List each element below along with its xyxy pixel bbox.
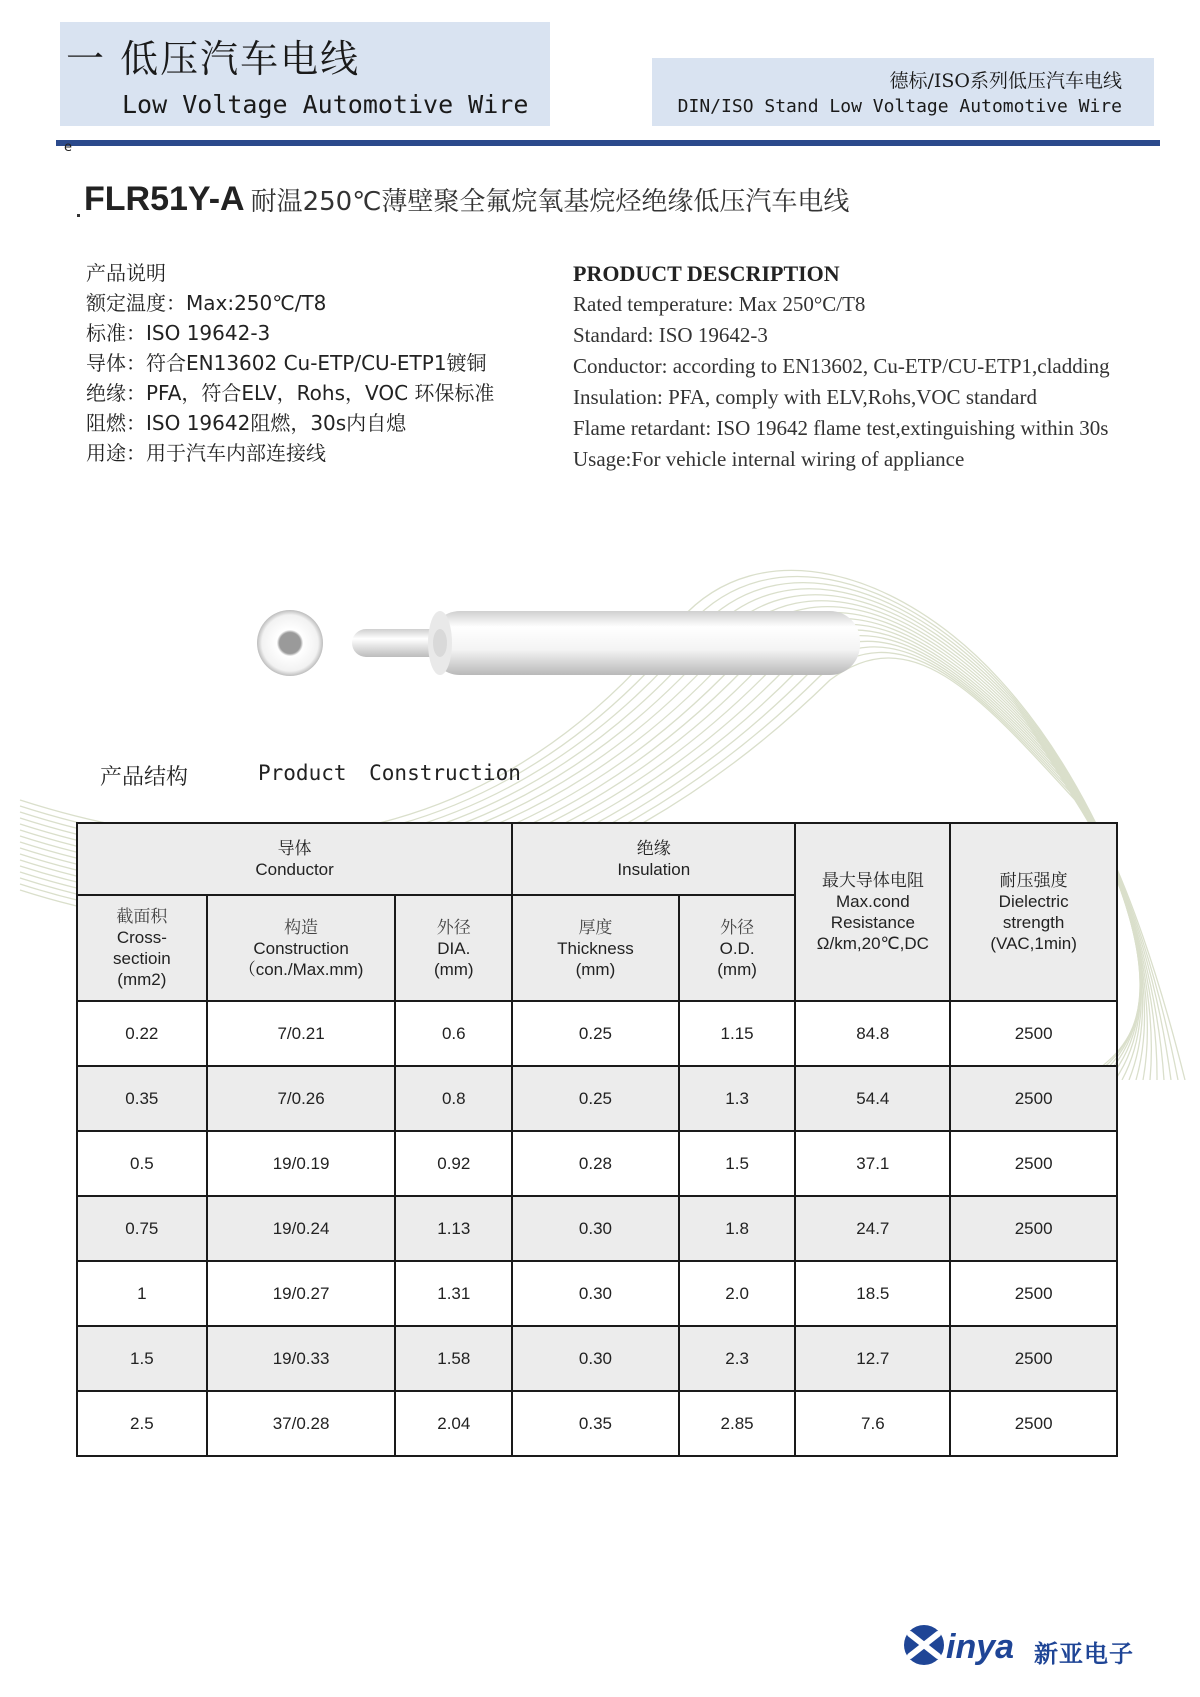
construction-title-en: Product Construction	[258, 761, 521, 785]
dia-header-line: (mm)	[433, 959, 474, 979]
conductor-dia-header	[395, 895, 512, 1001]
table-cell: 19/0.27	[207, 1261, 396, 1326]
construction-header-line: 构造	[284, 917, 319, 937]
od-header-line: 外径	[720, 917, 755, 937]
table-cell: 0.35	[512, 1391, 679, 1456]
table-cell: 2500	[950, 1261, 1117, 1326]
description-cn-line: 阻燃：ISO 19642阻燃，30s内自熄	[86, 411, 407, 435]
od-header-line: O.D.	[719, 938, 755, 958]
dia-header-line: 外径	[436, 917, 471, 937]
table-cell: 19/0.33	[207, 1326, 396, 1391]
table-cell: 0.75	[77, 1196, 207, 1261]
insulation-header-en: Insulation	[617, 860, 691, 879]
table-cell: 2500	[950, 1196, 1117, 1261]
margin-mark: e	[64, 140, 72, 155]
table-cell: 7/0.21	[207, 1001, 396, 1066]
table-cell: 0.30	[512, 1326, 679, 1391]
header-divider	[56, 140, 1160, 146]
resistance-header-line: 最大导体电阻	[821, 871, 924, 890]
description-en-line: Standard: ISO 19642-3	[573, 323, 768, 347]
dielectric-header-line: 耐压强度	[999, 871, 1068, 890]
description-cn	[86, 258, 494, 468]
resistance-header	[795, 823, 950, 1001]
product-title	[84, 180, 849, 219]
table-row	[77, 1261, 1117, 1326]
table-cell: 1.13	[395, 1196, 512, 1261]
table-cell: 2500	[950, 1001, 1117, 1066]
table-cell: 0.35	[77, 1066, 207, 1131]
table-cell: 0.92	[395, 1131, 512, 1196]
table-cell: 2.04	[395, 1391, 512, 1456]
dielectric-header	[950, 823, 1117, 1001]
wire-illustration	[250, 595, 870, 695]
description-cn-line: 绝缘：PFA，符合ELV，Rohs，VOC 环保标准	[86, 381, 495, 405]
brand-name-cn: 新亚电子	[1034, 1640, 1134, 1668]
product-name-cn: 耐温250℃薄壁聚全氟烷氧基烷烃绝缘低压汽车电线	[250, 187, 850, 217]
resistance-header-line: Ω/km,20℃,DC	[816, 934, 929, 953]
table-cell: 2.85	[679, 1391, 796, 1456]
conductor-group-header	[77, 823, 512, 895]
table-cell: 1	[77, 1261, 207, 1326]
product-model: FLR51Y-A	[84, 180, 245, 218]
description-en-heading: PRODUCT DESCRIPTION	[573, 261, 840, 286]
conductor-header-cn: 导体	[277, 839, 312, 858]
construction-header-line: Construction	[253, 938, 349, 958]
conductor-header-en: Conductor	[255, 860, 334, 879]
svg-text:inya: inya	[946, 1628, 1015, 1666]
table-cell: 2500	[950, 1066, 1117, 1131]
dia-header-line: DIA.	[437, 938, 471, 958]
table-cell: 2.3	[679, 1326, 796, 1391]
table-cell: 1.8	[679, 1196, 796, 1261]
dielectric-header-line: Dielectric	[998, 892, 1069, 911]
description-cn-heading: 产品说明	[86, 261, 166, 285]
table-row	[77, 1066, 1117, 1131]
table-cell: 37/0.28	[207, 1391, 396, 1456]
description-en-line: Conductor: according to EN13602, Cu-ETP/CU-ETP1,cladding	[573, 354, 1110, 378]
thickness-header-line: (mm)	[575, 959, 616, 979]
table-cell: 2500	[950, 1391, 1117, 1456]
table-cell: 1.3	[679, 1066, 796, 1131]
table-cell: 0.8	[395, 1066, 512, 1131]
table-cell: 2.5	[77, 1391, 207, 1456]
thickness-header	[512, 895, 679, 1001]
header-title-en: Low Voltage Automotive Wire	[122, 90, 529, 119]
resistance-header-line: Resistance	[830, 913, 915, 932]
table-cell: 2.0	[679, 1261, 796, 1326]
table-row	[77, 1391, 1117, 1456]
table-cell: 0.25	[512, 1066, 679, 1131]
cross-section-header-line: (mm2)	[117, 970, 167, 989]
table-cell: 12.7	[795, 1326, 950, 1391]
od-header-line: (mm)	[717, 959, 757, 979]
table-cell: 24.7	[795, 1196, 950, 1261]
thickness-header-line: Thickness	[557, 938, 634, 958]
description-en-line: Rated temperature: Max 250°C/T8	[573, 292, 866, 316]
table-row	[77, 1131, 1117, 1196]
table-cell: 1.31	[395, 1261, 512, 1326]
table-cell: 2500	[950, 1131, 1117, 1196]
table-cell: 0.6	[395, 1001, 512, 1066]
cross-section-header	[77, 895, 207, 1001]
brand-logo-mark	[900, 1618, 1032, 1672]
table-cell: 37.1	[795, 1131, 950, 1196]
dielectric-header-line: (VAC,1min)	[990, 934, 1077, 953]
table-cell: 19/0.19	[207, 1131, 396, 1196]
table-cell: 84.8	[795, 1001, 950, 1066]
table-cell: 0.30	[512, 1261, 679, 1326]
description-cn-line: 用途：用于汽车内部连接线	[86, 441, 326, 465]
dielectric-header-line: strength	[1002, 913, 1065, 932]
description-en	[573, 258, 1110, 475]
table-cell: 2500	[950, 1326, 1117, 1391]
insulation-group-header	[512, 823, 795, 895]
insulation-header-cn: 绝缘	[636, 839, 671, 858]
header-series-en: DIN/ISO Stand Low Voltage Automotive Wire	[677, 96, 1122, 117]
cross-section-header-line: 截面积	[116, 907, 168, 926]
table-cell: 0.28	[512, 1131, 679, 1196]
description-cn-line: 额定温度：Max:250℃/T8	[86, 291, 327, 315]
construction-title-cn: 产品结构	[100, 765, 189, 790]
header-left-banner	[60, 22, 550, 126]
description-cn-line: 标准：ISO 19642-3	[86, 321, 271, 345]
description-en-line: Usage:For vehicle internal wiring of appliance	[573, 447, 965, 471]
cross-section-header-line: Cross-	[116, 928, 167, 947]
table-cell: 7.6	[795, 1391, 950, 1456]
table-cell: 1.58	[395, 1326, 512, 1391]
description-cn-line: 导体：符合EN13602 Cu-ETP/CU-ETP1镀铜	[86, 351, 487, 375]
margin-dot	[77, 214, 80, 217]
table-cell: 54.4	[795, 1066, 950, 1131]
table-cell: 7/0.26	[207, 1066, 396, 1131]
table-cell: 0.30	[512, 1196, 679, 1261]
specification-table	[76, 822, 1118, 1457]
table-cell: 1.5	[77, 1326, 207, 1391]
table-cell: 0.22	[77, 1001, 207, 1066]
resistance-header-line: Max.cond	[836, 892, 910, 911]
table-cell: 1.15	[679, 1001, 796, 1066]
header-right-banner	[652, 58, 1154, 126]
table-row	[77, 1326, 1117, 1391]
cross-section-header-line: sectioin	[113, 949, 171, 968]
construction-header-line: （con./Max.mm)	[238, 959, 364, 979]
description-en-line: Insulation: PFA, comply with ELV,Rohs,VOC standard	[573, 385, 1037, 409]
table-cell: 19/0.24	[207, 1196, 396, 1261]
brand-logo	[900, 1618, 1134, 1676]
table-row	[77, 1196, 1117, 1261]
table-cell: 0.25	[512, 1001, 679, 1066]
outer-diameter-header	[679, 895, 796, 1001]
table-cell: 18.5	[795, 1261, 950, 1326]
table-cell: 1.5	[679, 1131, 796, 1196]
thickness-header-line: 厚度	[578, 917, 613, 937]
table-cell: 0.5	[77, 1131, 207, 1196]
description-en-line: Flame retardant: ISO 19642 flame test,extinguishing within 30s	[573, 416, 1109, 440]
header-title-cn: 一 低压汽车电线	[66, 37, 361, 81]
table-row	[77, 1001, 1117, 1066]
header-series-cn: 德标/ISO系列低压汽车电线	[889, 70, 1122, 92]
construction-header	[207, 895, 396, 1001]
